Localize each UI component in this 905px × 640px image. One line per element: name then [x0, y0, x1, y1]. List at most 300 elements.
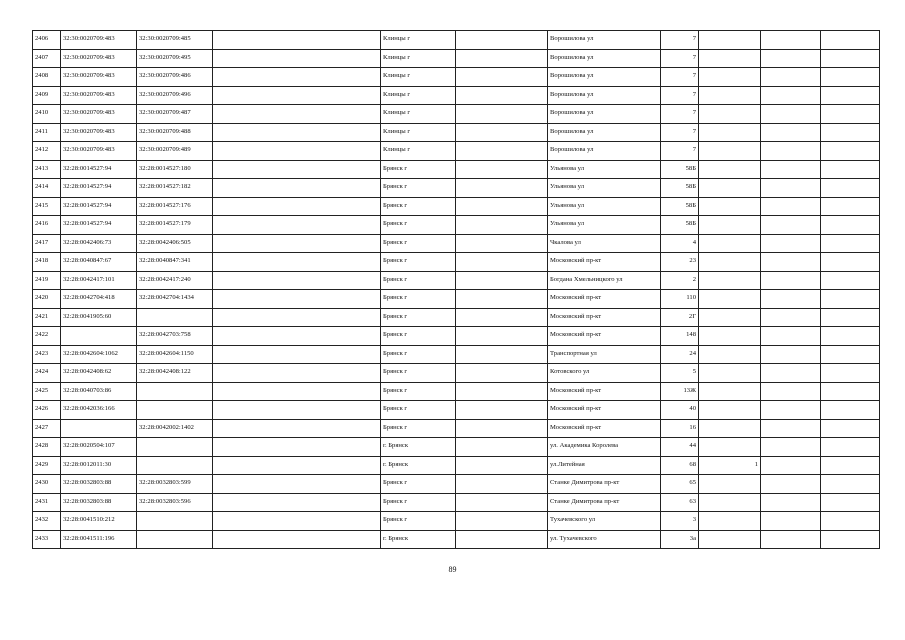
- row-number-cell: 2422: [33, 327, 61, 346]
- district-cell: [456, 419, 548, 438]
- street-cell: Богдана Хмельницкого ул: [548, 271, 661, 290]
- locality-cell: г. Брянск: [381, 456, 456, 475]
- extra-cell-2: [821, 271, 880, 290]
- sub-cadastral-number-cell: 32:30:0020709:485: [137, 31, 213, 50]
- district-cell: [456, 271, 548, 290]
- building-cell: [699, 382, 761, 401]
- house-cell: 3: [661, 512, 699, 531]
- building-cell: [699, 179, 761, 198]
- row-number-cell: 2428: [33, 438, 61, 457]
- house-cell: 58Б: [661, 216, 699, 235]
- locality-cell: Брянск г: [381, 382, 456, 401]
- sub-cadastral-number-cell: 32:28:0014527:179: [137, 216, 213, 235]
- extra-cell-1: [761, 31, 821, 50]
- row-number-cell: 2410: [33, 105, 61, 124]
- street-cell: Ворошилова ул: [548, 86, 661, 105]
- description-cell: [213, 475, 381, 494]
- district-cell: [456, 475, 548, 494]
- street-cell: Ворошилова ул: [548, 49, 661, 68]
- house-cell: 58Б: [661, 179, 699, 198]
- cadastral-number-cell: 32:28:0040703:86: [61, 382, 137, 401]
- street-cell: Ворошилова ул: [548, 31, 661, 50]
- row-number-cell: 2424: [33, 364, 61, 383]
- locality-cell: Клинцы г: [381, 68, 456, 87]
- description-cell: [213, 68, 381, 87]
- district-cell: [456, 456, 548, 475]
- district-cell: [456, 160, 548, 179]
- table-row: [33, 419, 880, 438]
- street-cell: Станке Димитрова пр-кт: [548, 475, 661, 494]
- extra-cell-2: [821, 68, 880, 87]
- extra-cell-1: [761, 382, 821, 401]
- cadastral-number-cell: 32:28:0014527:94: [61, 179, 137, 198]
- house-cell: 2Г: [661, 308, 699, 327]
- row-number-cell: 2418: [33, 253, 61, 272]
- locality-cell: Брянск г: [381, 308, 456, 327]
- table-row: [33, 401, 880, 420]
- building-cell: [699, 271, 761, 290]
- locality-cell: Клинцы г: [381, 86, 456, 105]
- street-cell: ул.Литейная: [548, 456, 661, 475]
- district-cell: [456, 438, 548, 457]
- building-cell: [699, 31, 761, 50]
- extra-cell-1: [761, 438, 821, 457]
- district-cell: [456, 142, 548, 161]
- locality-cell: г. Брянск: [381, 438, 456, 457]
- extra-cell-1: [761, 530, 821, 549]
- sub-cadastral-number-cell: 32:28:0042704:1434: [137, 290, 213, 309]
- extra-cell-2: [821, 364, 880, 383]
- sub-cadastral-number-cell: 32:28:0040847:341: [137, 253, 213, 272]
- row-number-cell: 2408: [33, 68, 61, 87]
- extra-cell-2: [821, 160, 880, 179]
- house-cell: 68: [661, 456, 699, 475]
- extra-cell-2: [821, 216, 880, 235]
- description-cell: [213, 123, 381, 142]
- extra-cell-2: [821, 530, 880, 549]
- locality-cell: Брянск г: [381, 401, 456, 420]
- table-row: [33, 105, 880, 124]
- locality-cell: Брянск г: [381, 345, 456, 364]
- sub-cadastral-number-cell: [137, 512, 213, 531]
- sub-cadastral-number-cell: 32:28:0014527:180: [137, 160, 213, 179]
- locality-cell: Брянск г: [381, 419, 456, 438]
- district-cell: [456, 290, 548, 309]
- house-cell: 58Б: [661, 160, 699, 179]
- district-cell: [456, 530, 548, 549]
- extra-cell-1: [761, 419, 821, 438]
- building-cell: [699, 197, 761, 216]
- street-cell: Ворошилова ул: [548, 142, 661, 161]
- house-cell: 16: [661, 419, 699, 438]
- street-cell: Транспортная ул: [548, 345, 661, 364]
- cadastral-number-cell: 32:28:0014527:94: [61, 160, 137, 179]
- locality-cell: Брянск г: [381, 253, 456, 272]
- house-cell: 44: [661, 438, 699, 457]
- street-cell: Тухачевского ул: [548, 512, 661, 531]
- register-table: [32, 30, 880, 549]
- description-cell: [213, 86, 381, 105]
- cadastral-number-cell: 32:28:0042406:73: [61, 234, 137, 253]
- street-cell: Московский пр-кт: [548, 401, 661, 420]
- description-cell: [213, 512, 381, 531]
- table-row: [33, 142, 880, 161]
- house-cell: 7: [661, 31, 699, 50]
- district-cell: [456, 401, 548, 420]
- house-cell: 58Б: [661, 197, 699, 216]
- extra-cell-2: [821, 86, 880, 105]
- sub-cadastral-number-cell: [137, 456, 213, 475]
- locality-cell: Брянск г: [381, 197, 456, 216]
- cadastral-number-cell: 32:30:0020709:483: [61, 142, 137, 161]
- building-cell: [699, 123, 761, 142]
- description-cell: [213, 493, 381, 512]
- extra-cell-2: [821, 31, 880, 50]
- cadastral-number-cell: 32:28:0040847:67: [61, 253, 137, 272]
- extra-cell-2: [821, 105, 880, 124]
- cadastral-number-cell: [61, 327, 137, 346]
- extra-cell-2: [821, 512, 880, 531]
- table-row: [33, 68, 880, 87]
- extra-cell-2: [821, 401, 880, 420]
- row-number-cell: 2429: [33, 456, 61, 475]
- row-number-cell: 2417: [33, 234, 61, 253]
- description-cell: [213, 530, 381, 549]
- locality-cell: Брянск г: [381, 216, 456, 235]
- row-number-cell: 2433: [33, 530, 61, 549]
- street-cell: Московский пр-кт: [548, 419, 661, 438]
- table-row: [33, 271, 880, 290]
- extra-cell-1: [761, 512, 821, 531]
- district-cell: [456, 493, 548, 512]
- cadastral-number-cell: 32:28:0020504:107: [61, 438, 137, 457]
- row-number-cell: 2431: [33, 493, 61, 512]
- district-cell: [456, 327, 548, 346]
- sub-cadastral-number-cell: 32:28:0042408:122: [137, 364, 213, 383]
- extra-cell-1: [761, 290, 821, 309]
- table-row: [33, 290, 880, 309]
- extra-cell-1: [761, 86, 821, 105]
- house-cell: 7: [661, 49, 699, 68]
- sub-cadastral-number-cell: [137, 308, 213, 327]
- street-cell: Ворошилова ул: [548, 123, 661, 142]
- house-cell: 3а: [661, 530, 699, 549]
- locality-cell: Брянск г: [381, 160, 456, 179]
- locality-cell: Брянск г: [381, 512, 456, 531]
- extra-cell-1: [761, 475, 821, 494]
- table-row: [33, 530, 880, 549]
- table-row: [33, 493, 880, 512]
- row-number-cell: 2415: [33, 197, 61, 216]
- district-cell: [456, 216, 548, 235]
- locality-cell: Брянск г: [381, 179, 456, 198]
- building-cell: [699, 216, 761, 235]
- description-cell: [213, 216, 381, 235]
- extra-cell-2: [821, 419, 880, 438]
- table-row: [33, 308, 880, 327]
- sub-cadastral-number-cell: 32:28:0042604:1150: [137, 345, 213, 364]
- extra-cell-1: [761, 142, 821, 161]
- cadastral-number-cell: [61, 419, 137, 438]
- sub-cadastral-number-cell: 32:30:0020709:496: [137, 86, 213, 105]
- description-cell: [213, 271, 381, 290]
- description-cell: [213, 419, 381, 438]
- description-cell: [213, 197, 381, 216]
- description-cell: [213, 253, 381, 272]
- row-number-cell: 2423: [33, 345, 61, 364]
- row-number-cell: 2414: [33, 179, 61, 198]
- district-cell: [456, 49, 548, 68]
- description-cell: [213, 456, 381, 475]
- building-cell: [699, 364, 761, 383]
- street-cell: Чкалова ул: [548, 234, 661, 253]
- row-number-cell: 2432: [33, 512, 61, 531]
- street-cell: Ульянова ул: [548, 197, 661, 216]
- building-cell: [699, 142, 761, 161]
- street-cell: Московский пр-кт: [548, 327, 661, 346]
- extra-cell-1: [761, 271, 821, 290]
- locality-cell: г. Брянск: [381, 530, 456, 549]
- district-cell: [456, 86, 548, 105]
- cadastral-number-cell: 32:28:0014527:94: [61, 197, 137, 216]
- sub-cadastral-number-cell: 32:28:0042417:240: [137, 271, 213, 290]
- house-cell: 7: [661, 123, 699, 142]
- extra-cell-1: [761, 105, 821, 124]
- locality-cell: Клинцы г: [381, 31, 456, 50]
- street-cell: Ульянова ул: [548, 160, 661, 179]
- cadastral-number-cell: 32:28:0042604:1062: [61, 345, 137, 364]
- sub-cadastral-number-cell: 32:28:0032803:596: [137, 493, 213, 512]
- sub-cadastral-number-cell: [137, 438, 213, 457]
- locality-cell: Клинцы г: [381, 105, 456, 124]
- cadastral-number-cell: 32:28:0014527:94: [61, 216, 137, 235]
- building-cell: [699, 290, 761, 309]
- description-cell: [213, 49, 381, 68]
- building-cell: [699, 49, 761, 68]
- extra-cell-2: [821, 438, 880, 457]
- locality-cell: Клинцы г: [381, 49, 456, 68]
- description-cell: [213, 438, 381, 457]
- building-cell: [699, 401, 761, 420]
- building-cell: [699, 530, 761, 549]
- extra-cell-2: [821, 123, 880, 142]
- extra-cell-2: [821, 197, 880, 216]
- row-number-cell: 2419: [33, 271, 61, 290]
- extra-cell-2: [821, 345, 880, 364]
- table-row: [33, 253, 880, 272]
- sub-cadastral-number-cell: [137, 382, 213, 401]
- cadastral-number-cell: 32:30:0020709:483: [61, 31, 137, 50]
- sub-cadastral-number-cell: 32:28:0042703:758: [137, 327, 213, 346]
- district-cell: [456, 179, 548, 198]
- building-cell: [699, 475, 761, 494]
- cadastral-number-cell: 32:30:0020709:483: [61, 68, 137, 87]
- extra-cell-1: [761, 308, 821, 327]
- sub-cadastral-number-cell: 32:28:0042002:1402: [137, 419, 213, 438]
- extra-cell-2: [821, 493, 880, 512]
- extra-cell-2: [821, 475, 880, 494]
- district-cell: [456, 364, 548, 383]
- house-cell: 63: [661, 493, 699, 512]
- district-cell: [456, 253, 548, 272]
- street-cell: Ворошилова ул: [548, 105, 661, 124]
- page-number: 89: [448, 565, 457, 574]
- sub-cadastral-number-cell: 32:30:0020709:486: [137, 68, 213, 87]
- cadastral-number-cell: 32:30:0020709:483: [61, 123, 137, 142]
- cadastral-number-cell: 32:28:0041510:212: [61, 512, 137, 531]
- extra-cell-1: [761, 493, 821, 512]
- house-cell: 40: [661, 401, 699, 420]
- district-cell: [456, 31, 548, 50]
- extra-cell-1: [761, 327, 821, 346]
- cadastral-number-cell: 32:28:0042704:418: [61, 290, 137, 309]
- house-cell: 7: [661, 86, 699, 105]
- description-cell: [213, 105, 381, 124]
- extra-cell-2: [821, 290, 880, 309]
- description-cell: [213, 345, 381, 364]
- street-cell: Ульянова ул: [548, 216, 661, 235]
- house-cell: 24: [661, 345, 699, 364]
- cadastral-number-cell: 32:28:0041905:60: [61, 308, 137, 327]
- extra-cell-1: [761, 123, 821, 142]
- district-cell: [456, 234, 548, 253]
- street-cell: Ворошилова ул: [548, 68, 661, 87]
- table-row: [33, 49, 880, 68]
- cadastral-number-cell: 32:28:0042408:62: [61, 364, 137, 383]
- row-number-cell: 2426: [33, 401, 61, 420]
- description-cell: [213, 31, 381, 50]
- table-row: [33, 364, 880, 383]
- description-cell: [213, 179, 381, 198]
- table-row: [33, 31, 880, 50]
- sub-cadastral-number-cell: [137, 401, 213, 420]
- house-cell: 7: [661, 105, 699, 124]
- house-cell: 13Ж: [661, 382, 699, 401]
- street-cell: Котовского ул: [548, 364, 661, 383]
- street-cell: Московский пр-кт: [548, 308, 661, 327]
- building-cell: [699, 160, 761, 179]
- description-cell: [213, 327, 381, 346]
- extra-cell-2: [821, 327, 880, 346]
- extra-cell-1: [761, 216, 821, 235]
- building-cell: [699, 419, 761, 438]
- description-cell: [213, 308, 381, 327]
- row-number-cell: 2430: [33, 475, 61, 494]
- extra-cell-1: [761, 49, 821, 68]
- row-number-cell: 2427: [33, 419, 61, 438]
- house-cell: 23: [661, 253, 699, 272]
- locality-cell: Брянск г: [381, 271, 456, 290]
- building-cell: [699, 438, 761, 457]
- row-number-cell: 2416: [33, 216, 61, 235]
- table-row: [33, 216, 880, 235]
- row-number-cell: 2421: [33, 308, 61, 327]
- street-cell: Московский пр-кт: [548, 253, 661, 272]
- locality-cell: Брянск г: [381, 493, 456, 512]
- description-cell: [213, 234, 381, 253]
- cadastral-number-cell: 32:28:0042036:166: [61, 401, 137, 420]
- cadastral-number-cell: 32:30:0020709:483: [61, 49, 137, 68]
- extra-cell-1: [761, 253, 821, 272]
- extra-cell-1: [761, 401, 821, 420]
- district-cell: [456, 308, 548, 327]
- sub-cadastral-number-cell: 32:30:0020709:488: [137, 123, 213, 142]
- cadastral-number-cell: 32:28:0012011:30: [61, 456, 137, 475]
- table-row: [33, 234, 880, 253]
- street-cell: Московский пр-кт: [548, 382, 661, 401]
- table-row: [33, 345, 880, 364]
- extra-cell-1: [761, 68, 821, 87]
- description-cell: [213, 290, 381, 309]
- row-number-cell: 2425: [33, 382, 61, 401]
- table-row: [33, 475, 880, 494]
- locality-cell: Клинцы г: [381, 123, 456, 142]
- street-cell: Станке Димитрова пр-кт: [548, 493, 661, 512]
- sub-cadastral-number-cell: 32:30:0020709:489: [137, 142, 213, 161]
- table-row: [33, 327, 880, 346]
- row-number-cell: 2409: [33, 86, 61, 105]
- description-cell: [213, 401, 381, 420]
- table-row: [33, 179, 880, 198]
- table-row: [33, 123, 880, 142]
- extra-cell-1: [761, 456, 821, 475]
- building-cell: [699, 86, 761, 105]
- house-cell: 65: [661, 475, 699, 494]
- table-row: [33, 160, 880, 179]
- house-cell: 5: [661, 364, 699, 383]
- description-cell: [213, 160, 381, 179]
- extra-cell-1: [761, 160, 821, 179]
- locality-cell: Клинцы г: [381, 142, 456, 161]
- extra-cell-2: [821, 234, 880, 253]
- cadastral-number-cell: 32:28:0042417:101: [61, 271, 137, 290]
- building-cell: [699, 68, 761, 87]
- building-cell: [699, 253, 761, 272]
- cadastral-number-cell: 32:30:0020709:483: [61, 86, 137, 105]
- locality-cell: Брянск г: [381, 364, 456, 383]
- district-cell: [456, 382, 548, 401]
- extra-cell-2: [821, 382, 880, 401]
- building-cell: [699, 327, 761, 346]
- cadastral-number-cell: 32:30:0020709:483: [61, 105, 137, 124]
- sub-cadastral-number-cell: 32:28:0014527:176: [137, 197, 213, 216]
- sub-cadastral-number-cell: [137, 530, 213, 549]
- row-number-cell: 2411: [33, 123, 61, 142]
- street-cell: Ульянова ул: [548, 179, 661, 198]
- table-row: [33, 512, 880, 531]
- sub-cadastral-number-cell: 32:30:0020709:495: [137, 49, 213, 68]
- building-cell: [699, 493, 761, 512]
- locality-cell: Брянск г: [381, 327, 456, 346]
- sub-cadastral-number-cell: 32:28:0032803:599: [137, 475, 213, 494]
- table-row: [33, 456, 880, 475]
- extra-cell-1: [761, 364, 821, 383]
- extra-cell-2: [821, 179, 880, 198]
- locality-cell: Брянск г: [381, 290, 456, 309]
- district-cell: [456, 68, 548, 87]
- description-cell: [213, 382, 381, 401]
- house-cell: 110: [661, 290, 699, 309]
- district-cell: [456, 345, 548, 364]
- building-cell: [699, 345, 761, 364]
- building-cell: [699, 105, 761, 124]
- street-cell: ул. Тухачевского: [548, 530, 661, 549]
- district-cell: [456, 123, 548, 142]
- row-number-cell: 2412: [33, 142, 61, 161]
- row-number-cell: 2407: [33, 49, 61, 68]
- extra-cell-1: [761, 345, 821, 364]
- extra-cell-1: [761, 234, 821, 253]
